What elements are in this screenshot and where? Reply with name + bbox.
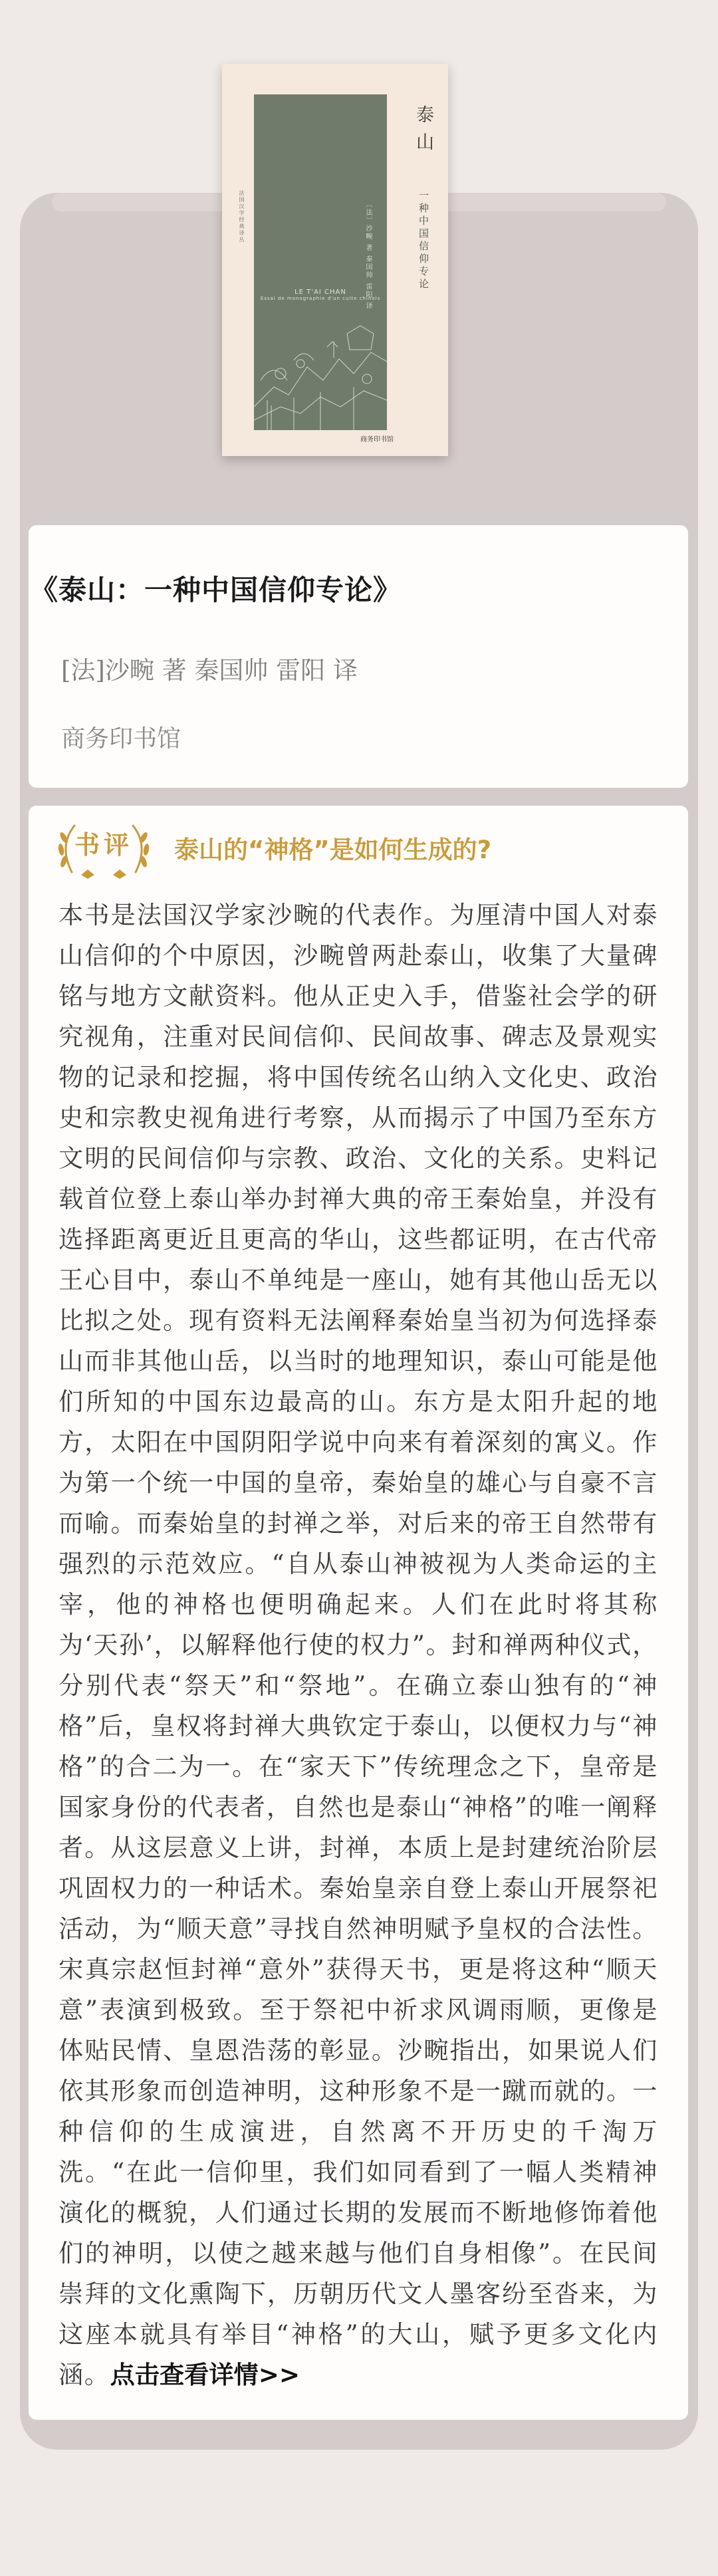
review-headline: 泰山的“神格”是如何生成的?: [174, 836, 492, 864]
cover-green-panel: [254, 94, 387, 430]
cover-series: 法国汉学经典译丛: [239, 190, 245, 243]
cover-title-en-sub: Essai de monographie d'un culte chinois: [260, 296, 381, 301]
review-badge-label: 书评: [74, 830, 133, 860]
cover-title-en-main: LE T'AI CHAN: [295, 289, 346, 296]
book-publisher: 商务印书馆: [61, 725, 181, 753]
cover-author: 〔法〕沙畹 著 秦国帅 雷阳 译: [364, 201, 372, 310]
cover-publisher-mark: 商务印书馆: [360, 436, 394, 443]
cover-title: 泰山: [413, 105, 433, 160]
review-body: [59, 895, 658, 2395]
review-badge: [55, 819, 153, 879]
book-author-line: [法]沙畹 著 秦国帅 雷阳 译: [61, 656, 358, 685]
book-title: 《泰山：一种中国信仰专论》: [30, 574, 402, 606]
read-more-link[interactable]: 点击查看详情>>: [110, 2360, 300, 2389]
review-body-text: 本书是法国汉学家沙畹的代表作。为厘清中国人对泰山信仰的个中原因，沙畹曾两赴泰山，收集了大量碑铭与地方文献资料。他从正史入手，借鉴社会学的研究视角，注重对民间信仰、民间故事、碑志及景观实物的记录和挖掘，将中国传统名山纳入文化史、政治史和宗教史视角进行考察，从而揭示了中国乃至东方文明的民间信仰与宗教、政治、文化的关系。史料记载首位登上泰山举办封禅大典的帝王秦始皇，并没有选择距离更近且更高的华山，这些都证明，在古代帝王心目中，泰山不单纯是一座山，她有其他山岳无以比拟之处。现有资料无法阐释秦始皇当初为何选择泰山而非其他山岳，以当时的地理知识，泰山可能是他们所知的中国东边最高的山。东方是太阳升起的地方，太阳在中国阴阳学说中向来有着深刻的寓义。作为第一个统一中国的皇帝，秦始皇的雄心与自豪不言而喻。而秦始皇的封禅之举，对后来的帝王自然带有强烈的示范效应。“自从泰山神被视为人类命运的主宰，他的神格也便明确起来。人们在此时将其称为‘天孙’，以解释他行使的权力”。封和禅两种仪式，分别代表“祭天”和“祭地”。在确立泰山独有的“神格”后，皇权将封禅大典钦定于泰山，以便权力与“神格”的合二为一。在“家天下”传统理念之下，皇帝是国家身份的代表者，自然也是泰山“神格”的唯一阐释者。从这层意义上讲，封禅，本质上是封建统治阶层巩固权力的一种话术。秦始皇亲自登上泰山开展祭祀活动，为“顺天意”寻找自然神明赋予皇权的合法性。宋真宗赵恒封禅“意外”获得天书，更是将这种“顺天意”表演到极致。至于祭祀中祈求风调雨顺，更像是体贴民情、皇恩浩荡的彰显。沙畹指出，如果说人们依其形象而创造神明，这种形象不是一蹴而就的。一种信仰的生成演进，自然离不开历史的千淘万洗。“在此一信仰里，我们如同看到了一幅人类精神演化的概貌，人们通过长期的发展而不断地修饰着他们的神明，以使之越来越与他们自身相像”。在民间崇拜的文化熏陶下，历朝历代文人墨客纷至沓来，为这座本就具有举目“神格”的大山，赋予更多文化内涵。: [59, 900, 658, 2389]
book-cover-image: [222, 64, 448, 456]
cover-subtitle: 一种中国信仰专论: [418, 190, 429, 291]
